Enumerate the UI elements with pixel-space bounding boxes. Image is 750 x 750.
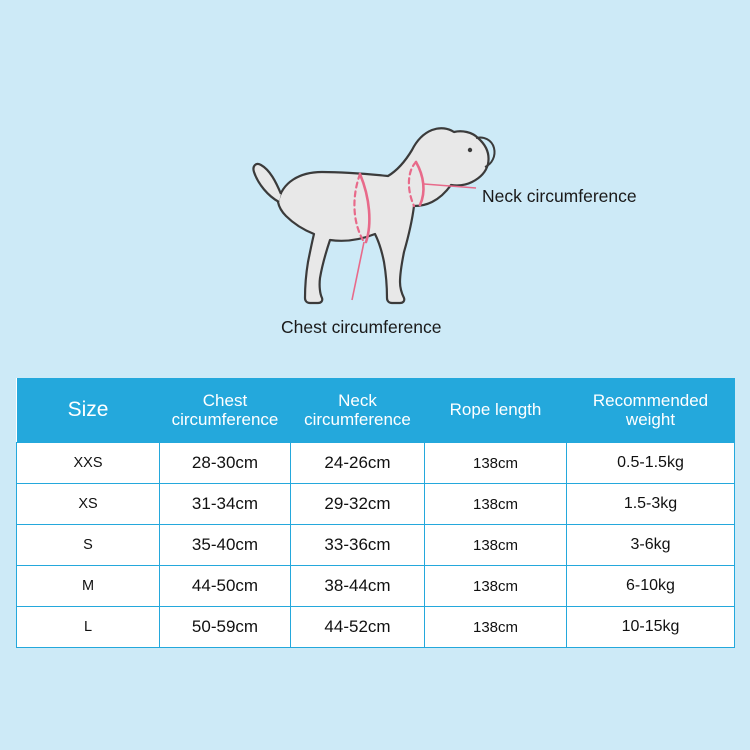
table-header-chest: Chest circumference <box>160 378 291 443</box>
table-header-weight: Recommended weight <box>567 378 735 443</box>
cell-chest: 35-40cm <box>160 525 291 566</box>
cell-rope: 138cm <box>425 443 567 484</box>
cell-chest: 50-59cm <box>160 607 291 648</box>
table-header-size: Size <box>17 378 160 443</box>
cell-weight: 10-15kg <box>567 607 735 648</box>
cell-neck: 38-44cm <box>291 566 425 607</box>
cell-chest: 28-30cm <box>160 443 291 484</box>
table-header-rope: Rope length <box>425 378 567 443</box>
chest-circumference-label: Chest circumference <box>281 317 442 337</box>
neck-circumference-label: Neck circumference <box>482 186 637 206</box>
cell-weight: 3-6kg <box>567 525 735 566</box>
table-header-neck: Neck circumference <box>291 378 425 443</box>
table-header-row <box>17 378 735 443</box>
cell-weight: 1.5-3kg <box>567 484 735 525</box>
cell-rope: 138cm <box>425 525 567 566</box>
cell-size: L <box>17 607 160 648</box>
dog-side-view-outline-icon <box>248 110 548 330</box>
cell-chest: 31-34cm <box>160 484 291 525</box>
cell-size: S <box>17 525 160 566</box>
cell-neck: 33-36cm <box>291 525 425 566</box>
cell-rope: 138cm <box>425 484 567 525</box>
cell-rope: 138cm <box>425 607 567 648</box>
size-table-container <box>16 378 734 648</box>
table-row <box>17 607 735 648</box>
cell-size: XXS <box>17 443 160 484</box>
cell-rope: 138cm <box>425 566 567 607</box>
cell-size: M <box>17 566 160 607</box>
table-row <box>17 443 735 484</box>
cell-neck: 24-26cm <box>291 443 425 484</box>
cell-weight: 0.5-1.5kg <box>567 443 735 484</box>
cell-size: XS <box>17 484 160 525</box>
cell-neck: 44-52cm <box>291 607 425 648</box>
table-row <box>17 566 735 607</box>
cell-chest: 44-50cm <box>160 566 291 607</box>
table-row <box>17 525 735 566</box>
size-table <box>16 378 735 648</box>
cell-weight: 6-10kg <box>567 566 735 607</box>
table-row <box>17 484 735 525</box>
cell-neck: 29-32cm <box>291 484 425 525</box>
